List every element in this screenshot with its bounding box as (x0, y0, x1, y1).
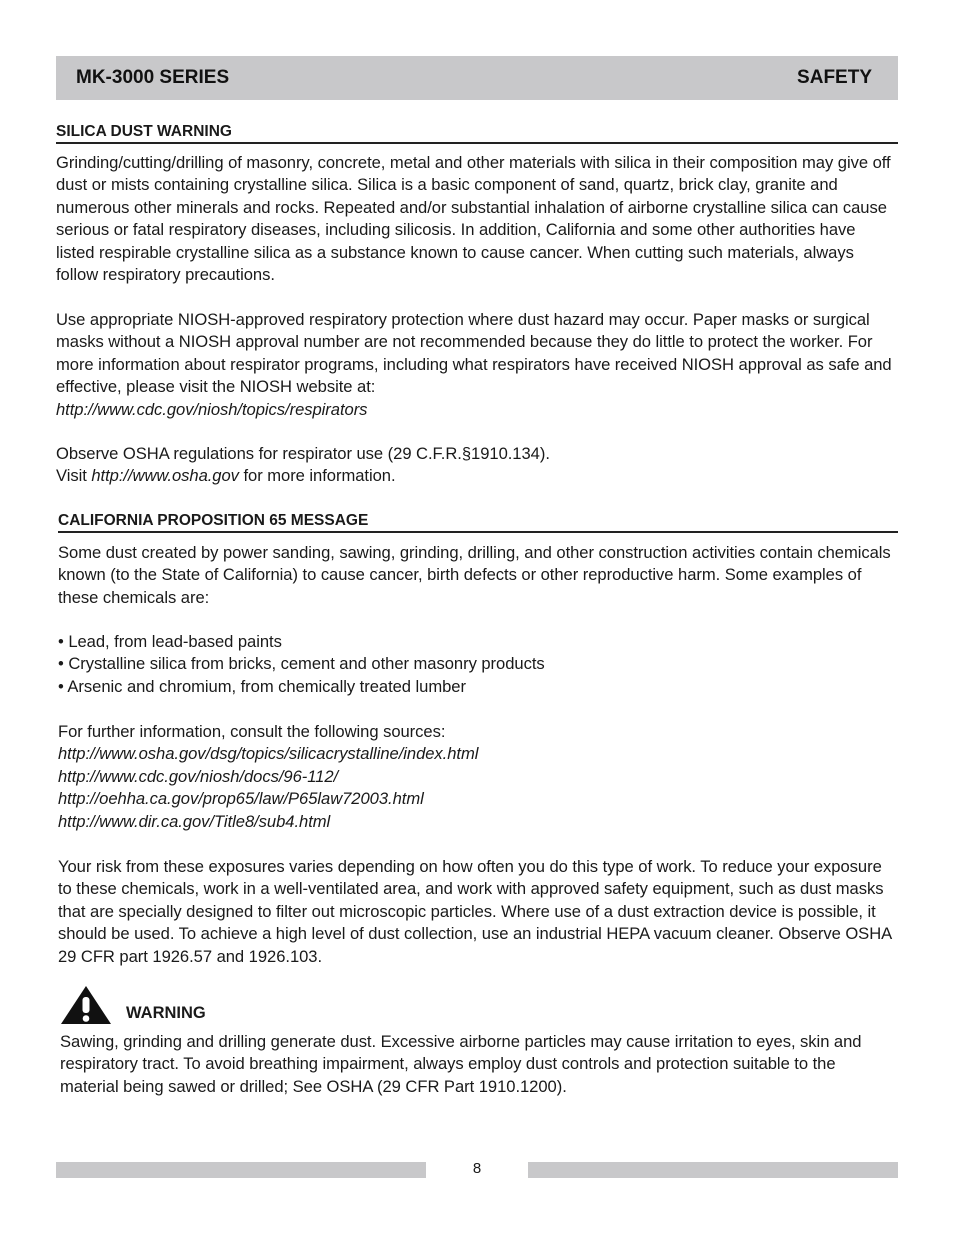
list-item: • Arsenic and chromium, from chemically treated lumber (58, 676, 466, 696)
prop65-text-1: Some dust created by power sanding, sawing, grinding, drilling, and other construction activities contain chemicals known (to the State of California) to cause cancer, birth defects or other reproductive harm. Some examples of these chemicals are: (58, 543, 891, 607)
sources-intro: For further information, consult the following sources: (58, 722, 446, 741)
visit-text: Visit (56, 466, 92, 486)
osha-visit-line (56, 465, 898, 487)
warning-paragraph (60, 1031, 898, 1098)
section-label: SAFETY (797, 67, 872, 88)
page-header (56, 56, 898, 100)
source-link[interactable]: http://www.dir.ca.gov/Title8/sub4.html (58, 811, 331, 831)
more-info-text: for more information. (238, 466, 396, 486)
footer-bar-right (528, 1162, 898, 1178)
warning-label: WARNING (126, 1004, 206, 1022)
footer-bar-left (56, 1162, 426, 1178)
page-number: 8 (472, 1160, 482, 1177)
warning-heading (60, 983, 206, 1025)
silica-paragraph-3 (56, 443, 898, 488)
silica-text-1: Grinding/cutting/drilling of masonry, concrete, metal and other materials with silica in their composition may give off dust or mists containing crystalline silica. Silica is a basic component of sand, quartz, brick clay, granite and numerous other minerals and rocks. Repeated and/or substantial inhalation of airborne crystalline silica can cause serious or fatal respiratory diseases, including silicosis. In addition, California and some other authorities have listed respirable crystalline silica as a substance known to cause cancer. When cutting such materials, always follow respiratory precautions. (56, 153, 891, 285)
silica-paragraph-1 (56, 152, 898, 286)
source-link[interactable]: http://oehha.ca.gov/prop65/law/P65law72003.html (58, 789, 424, 809)
list-item: • Lead, from lead-based paints (58, 632, 282, 651)
prop65-section-title: CALIFORNIA PROPOSITION 65 MESSAGE (58, 511, 898, 533)
series-title: MK-3000 SERIES (76, 67, 230, 88)
silica-paragraph-2 (56, 309, 898, 421)
silica-text-2: Use appropriate NIOSH-approved respiratory protection where dust hazard may occur. Paper masks or surgical masks without a NIOSH approval number are not recommended because they do little to protect the worker. For more information about respirator programs, including what respirators have received NIOSH approval as safe and effective, please visit the NIOSH website at: (56, 310, 892, 397)
niosh-link[interactable]: http://www.cdc.gov/niosh/topics/respirators (56, 399, 368, 419)
warning-triangle-icon (60, 985, 112, 1025)
prop65-paragraph-1 (58, 542, 898, 609)
risk-text: Your risk from these exposures varies depending on how often you do this type of work. To reduce your exposure to these chemicals, work in a well-ventilated area, and work with approved safety equipment, such as dust masks that are specially designed to filter out microscopic particles. Where use of a dust extraction device is possible, it should be used. To achieve a high level of dust collection, use an industrial HEPA vacuum cleaner. Observe OSHA 29 CFR part 1926.57 and 1926.103. (58, 857, 892, 966)
list-item: • Crystalline silica from bricks, cement and other masonry products (58, 654, 545, 674)
silica-section-title: SILICA DUST WARNING (56, 122, 898, 144)
source-link[interactable]: http://www.cdc.gov/niosh/docs/96-112/ (58, 766, 339, 786)
risk-paragraph (58, 856, 898, 968)
chemical-list (58, 631, 898, 698)
source-link[interactable]: http://www.osha.gov/dsg/topics/silicacrystalline/index.html (58, 744, 479, 764)
sources-block (58, 721, 898, 833)
warning-text: Sawing, grinding and drilling generate dust. Excessive airborne particles may cause irritation to eyes, skin and respiratory tract. To avoid breathing impairment, always employ dust controls and protection suitable to the material being sawed or drilled; See OSHA (29 CFR Part 1910.1200). (60, 1032, 862, 1096)
osha-regulation-text: Observe OSHA regulations for respirator use (29 C.F.R.§1910.134). (56, 444, 550, 463)
osha-link[interactable]: http://www.osha.gov (91, 466, 239, 486)
